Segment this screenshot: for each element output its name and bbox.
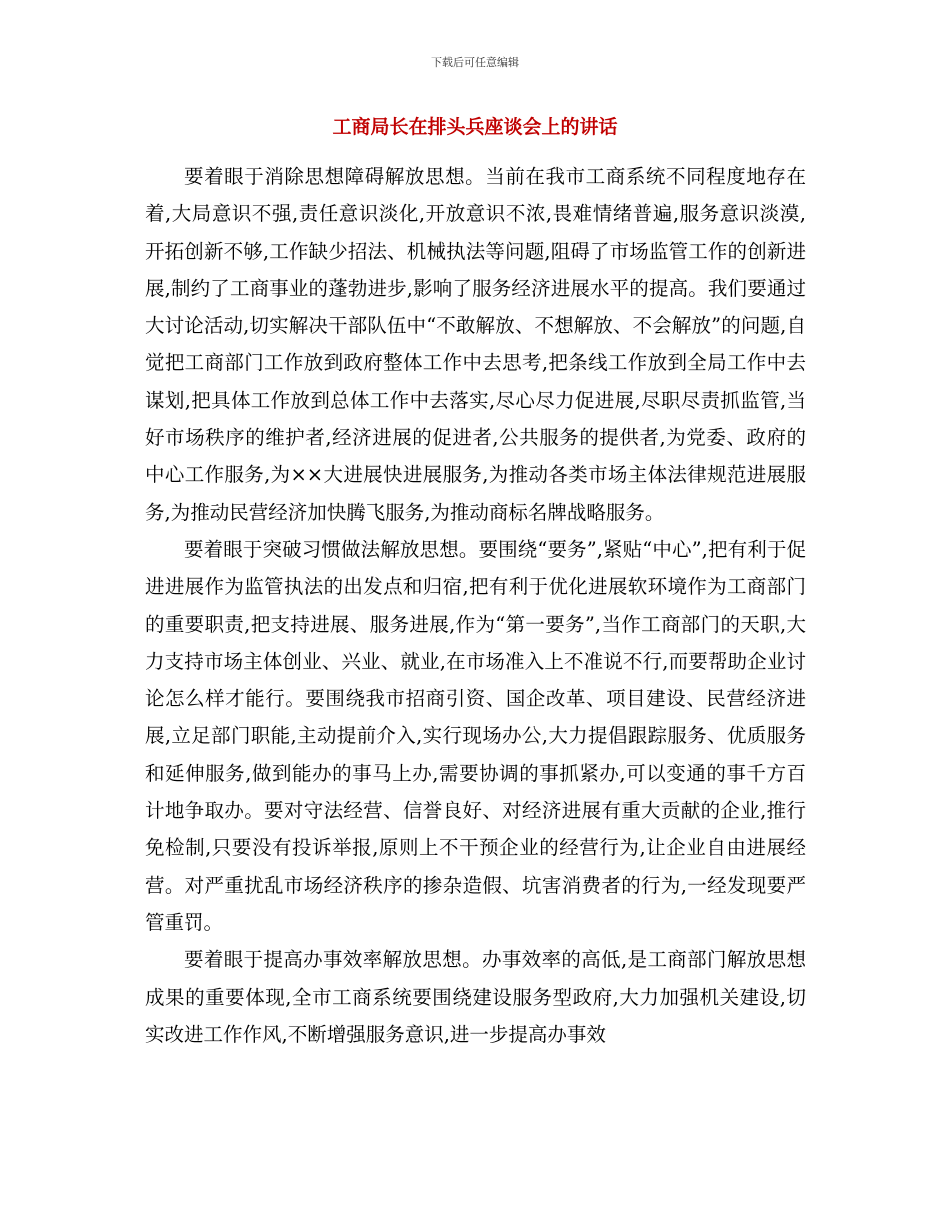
paragraph-3: 要着眼于提高办事效率解放思想。办事效率的高低,是工商部门解放思想成果的重要体现,全市工商系统要围绕建设服务型政府,大力加强机关建设,切实改进工作作风,不断增强服务意识,进一步提高办事效 (145, 948, 806, 1046)
document-body (145, 158, 806, 1053)
paragraph-1: 要着眼于消除思想障碍解放思想。当前在我市工商系统不同程度地存在着,大局意识不强,责任意识淡化,开放意识不浓,畏难情绪普遍,服务意识淡漠,开拓创新不够,工作缺少招法、机械执法等问题,阻碍了市场监管工作的创新进展,制约了工商事业的蓬勃进步,影响了服务经济进展水平的提高。我们要通过大讨论活动,切实解决干部队伍中“不敢解放、不想解放、不会解放”的问题,自觉把工商部门工作放到政府整体工作中去思考,把条线工作放到全局工作中去谋划,把具体工作放到总体工作中去落实,尽心尽力促进展,尽职尽责抓监管,当好市场秩序的维护者,经济进展的促进者,公共服务的提供者,为党委、政府的中心工作服务,为××大进展快进展服务,为推动各类市场主体法律规范进展服务,为推动民营经济加快腾飞服务,为推动商标名牌战略服务。 (145, 165, 806, 524)
paragraph-2: 要着眼于突破习惯做法解放思想。要围绕“要务”,紧贴“中心”,把有利于促进进展作为监管执法的出发点和归宿,把有利于优化进展软环境作为工商部门的重要职责,把支持进展、服务进展,作为“第一要务”,当作工商部门的天职,大力支持市场主体创业、兴业、就业,在市场准入上不准说不行,而要帮助企业讨论怎么样才能行。要围绕我市招商引资、国企改革、项目建设、民营经济进展,立足部门职能,主动提前介入,实行现场办公,大力提倡跟踪服务、优质服务和延伸服务,做到能办的事马上办,需要协调的事抓紧办,可以变通的事千方百计地争取办。要对守法经营、信誉良好、对经济进展有重大贡献的企业,推行免检制,只要没有投诉举报,原则上不干预企业的经营行为,让企业自由进展经营。对严重扰乱市场经济秩序的掺杂造假、坑害消费者的行为,一经发现要严管重罚。 (145, 537, 806, 934)
document-title: 工商局长在排头兵座谈会上的讲话 (332, 116, 618, 138)
header-note: 下载后可任意编辑 (431, 56, 519, 69)
